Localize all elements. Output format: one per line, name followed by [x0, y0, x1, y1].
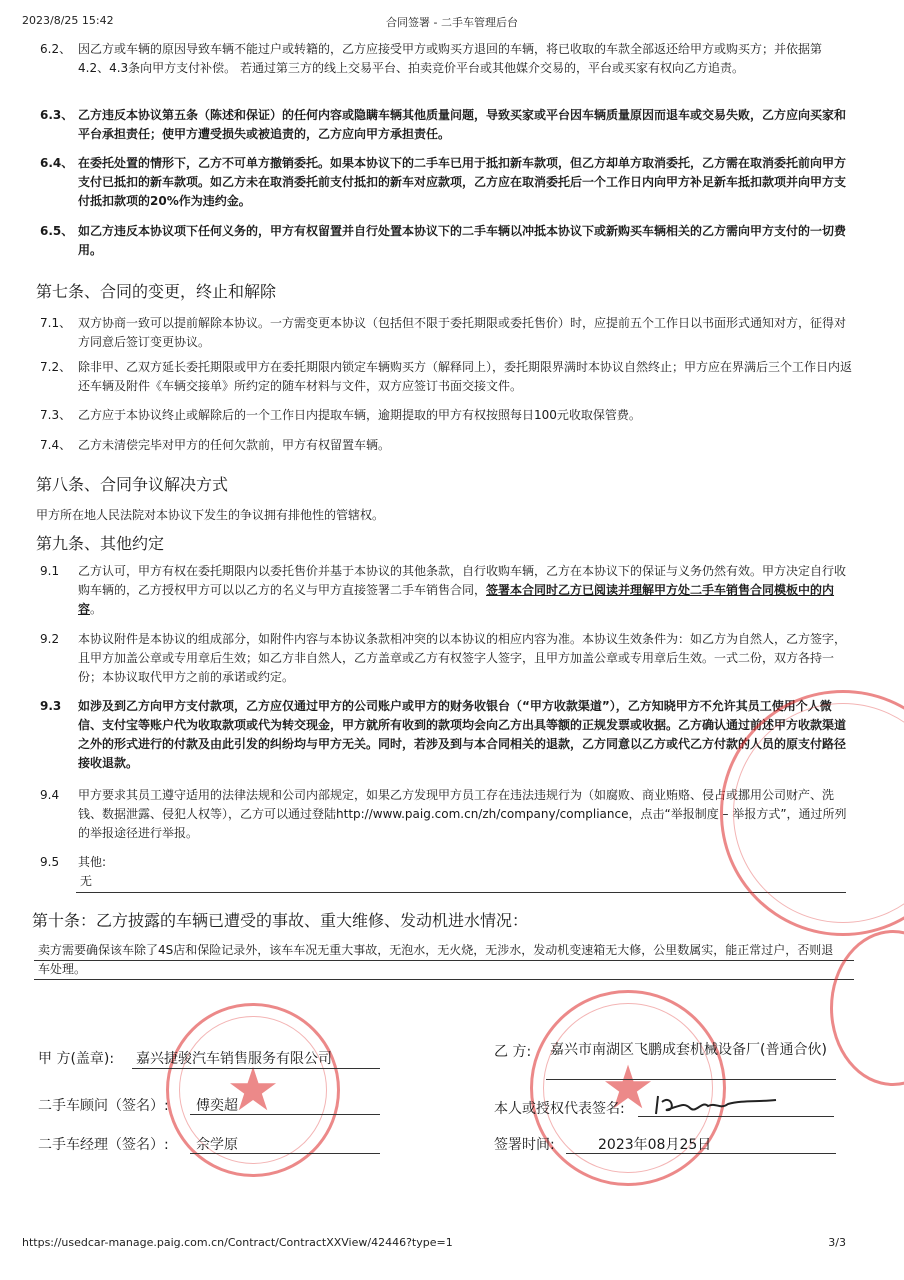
clause-text: 甲方要求其员工遵守适用的法律法规和公司内部规定，如果乙方发现甲方员工存在违法违规行为（如腐败、商业贿赂、侵占或挪用公司财产、洗钱、数据泄露、侵犯人权等），乙方可以通过登陆http://www.paig.com.cn/zh/company/compliance，点击“举报制度 – 举报方式”，通过所列的举报途径进行举报。	[78, 788, 847, 840]
date-label: 签署时间:	[494, 1137, 555, 1153]
advisor-underline	[190, 1114, 380, 1115]
clause-number: 9.5	[40, 855, 60, 869]
clause-9-1	[40, 562, 852, 619]
sign-date: 2023年08月25日	[598, 1137, 712, 1153]
clause-text: 乙方未清偿完毕对甲方的任何欠款前，甲方有权留置车辆。	[78, 438, 391, 452]
partyA-underline	[132, 1068, 380, 1069]
partyA-label: 甲 方(盖章):	[38, 1051, 115, 1067]
clause-text: 双方协商一致可以提前解除本协议。一方需变更本协议（包括但不限于委托期限或委托售价）时，应提前五个工作日以书面形式通知对方，征得对方同意后签订变更协议。	[78, 316, 847, 349]
partyB-underline	[546, 1079, 836, 1080]
partyA-seal	[166, 1003, 340, 1177]
clause-number: 7.3、	[40, 408, 72, 422]
representative-signature	[646, 1088, 786, 1118]
clause-label: 其他:	[78, 855, 107, 869]
clause-text: 如乙方违反本协议项下任何义务的，甲方有权留置并自行处置本协议下的二手车辆以冲抵本协议下或新购买车辆相关的乙方需向甲方支付的一切费用。	[78, 224, 847, 257]
star-icon: ★	[226, 1055, 280, 1125]
section-8-text: 甲方所在地人民法院对本协议下发生的争议拥有排他性的管辖权。	[36, 508, 385, 522]
section-10-underline-2	[34, 979, 854, 980]
clause-text: 在委托处置的情形下，乙方不可单方撤销委托。如果本协议下的二手车已用于抵扣新车款项，但乙方却单方取消委托，乙方需在取消委托前向甲方支付已抵扣的新车款项。如乙方未在取消委托前支付抵扣的新车对应款项，乙方应在取消委托后一个工作日内向甲方补足新车抵扣款项并向甲方支付抵扣款项的20%作为违约金。	[78, 156, 847, 208]
section-10-underline-1	[34, 960, 854, 961]
section-7-heading: 第七条、合同的变更，终止和解除	[36, 282, 277, 301]
clause-6-3	[40, 106, 852, 144]
seal-ring	[733, 703, 904, 923]
section-10-heading: 第十条：乙方披露的车辆已遭受的事故、重大维修、发动机进水情况：	[32, 911, 529, 930]
clause-number: 6.5、	[40, 224, 74, 238]
clause-text: 乙方违反本协议第五条（陈述和保证）的任何内容或隐瞒车辆其他质量问题，导致买家或平台因车辆质量原因而退车或交易失败，乙方应向买家和平台承担责任；使甲方遭受损失或被追责的，乙方应向甲方承担责任。	[78, 108, 847, 141]
clause-6-2	[40, 40, 852, 78]
clause-text-end: 。	[90, 602, 103, 616]
page-title: 合同签署 - 二手车管理后台	[386, 16, 518, 29]
clause-text-a: 乙方认可，甲方有权在委托期限内以委托售价并基于本协议的其他条款，自行收购车辆，乙方在本协议下的保证与义务仍然有效。甲方决定自行收购车辆的，乙方授权甲方可以以乙方的名义与甲方直接签署二手车销售合同，	[78, 564, 847, 597]
clause-number: 9.1	[40, 564, 60, 578]
clause-number: 7.2、	[40, 360, 72, 374]
rep-label: 本人或授权代表签名:	[494, 1101, 625, 1117]
section-8-heading: 第八条、合同争议解决方式	[36, 475, 229, 494]
clause-number: 6.2、	[40, 42, 72, 56]
clause-number: 9.4	[40, 788, 60, 802]
partyB-name: 嘉兴市南湖区飞鹏成套机械设备厂(普通合伙)	[550, 1042, 827, 1058]
section-10-body: 卖方需要确保该车除了4S店和保险记录外，该车车况无重大事故，无泡水，无火烧，无涉水，发动机变速箱无大修，公里数属实，能正常过户，否则退车处理。	[38, 943, 834, 976]
clause-text: 本协议附件是本协议的组成部分，如附件内容与本协议条款相冲突的以本协议的相应内容为准。本协议生效条件为：如乙方为自然人，乙方签字，且甲方加盖公章或专用章后生效；如乙方非自然人，乙方盖章或乙方有权签字人签字，且甲方加盖公章或专用章后生效。一式二份，双方各持一份；本协议取代甲方之前的承诺或约定。	[78, 632, 847, 684]
clause-text: 除非甲、乙双方延长委托期限或甲方在委托期限内锁定车辆购买方（解释同上），委托期限界满时本协议自然终止；甲方应在界满后三个工作日内返还车辆及附件《车辆交接单》所约定的随车材料与文件，双方应签订书面交接文件。	[78, 360, 853, 393]
advisor-name: 傅奕超	[196, 1098, 238, 1114]
clause-text-emphasis: 签署本合同时乙方已阅读并理解甲方处二手车销售合同模板中的内容	[78, 583, 835, 616]
page-url: https://usedcar-manage.paig.com.cn/Contract/ContractXXView/42446?type=1	[22, 1236, 453, 1249]
clause-text: 因乙方或车辆的原因导致车辆不能过户或转籍的，乙方应接受甲方或购买方退回的车辆，将已收取的车款全部返还给甲方或购买方；并依据第4.2、4.3条向甲方支付补偿。 若通过第三方的线上交易平台、拍卖竞价平台或其他媒介交易的，平台或买家有权向乙方追责。	[78, 42, 823, 75]
advisor-label: 二手车顾问（签名）:	[38, 1098, 169, 1114]
clause-number: 9.2	[40, 632, 60, 646]
partyB-label: 乙 方:	[494, 1044, 532, 1060]
print-datetime: 2023/8/25 15:42	[22, 14, 114, 27]
clause-7-3	[40, 406, 852, 425]
clause-number: 6.3、	[40, 108, 74, 122]
manager-underline	[190, 1153, 380, 1154]
seam-seal-2	[830, 930, 904, 1086]
manager-label: 二手车经理（签名）:	[38, 1137, 169, 1153]
clause-7-1	[40, 314, 852, 352]
manager-name: 佘学原	[196, 1137, 238, 1153]
other-underline	[76, 892, 846, 893]
clause-value: 无	[80, 874, 93, 888]
clause-7-2	[40, 358, 852, 396]
clause-text: 乙方应于本协议终止或解除后的一个工作日内提取车辆，逾期提取的甲方有权按照每日100元收取保管费。	[78, 408, 641, 422]
rep-underline	[638, 1116, 834, 1117]
page-number: 3/3	[828, 1236, 846, 1249]
clause-6-4	[40, 154, 852, 211]
partyA-name: 嘉兴捷骏汽车销售服务有限公司	[136, 1051, 332, 1067]
clause-number: 7.1、	[40, 316, 72, 330]
date-underline	[566, 1153, 836, 1154]
star-icon: ★	[601, 1053, 655, 1123]
clause-number: 6.4、	[40, 156, 74, 170]
clause-number: 9.3	[40, 699, 62, 713]
clause-9-2	[40, 630, 852, 687]
section-9-heading: 第九条、其他约定	[36, 534, 165, 553]
clause-text	[78, 562, 852, 619]
clause-text: 如涉及到乙方向甲方支付款项，乙方应仅通过甲方的公司账户或甲方的财务收银台（“甲方收款渠道”），乙方知晓甲方不允许其员工使用个人微信、支付宝等账户代为收取款项或代为转交现金，甲方就所有收到的款项均会向乙方出具等额的正规发票或收据。乙方确认通过前述甲方收款渠道之外的形式进行的付款及由此引发的纠纷均与甲方无关。同时，若涉及到与本合同相关的退款，乙方同意以乙方或代乙方付款的人员的原支付路径接收退款。	[78, 699, 847, 770]
clause-6-5	[40, 222, 852, 260]
clause-7-4	[40, 436, 852, 455]
clause-number: 7.4、	[40, 438, 72, 452]
